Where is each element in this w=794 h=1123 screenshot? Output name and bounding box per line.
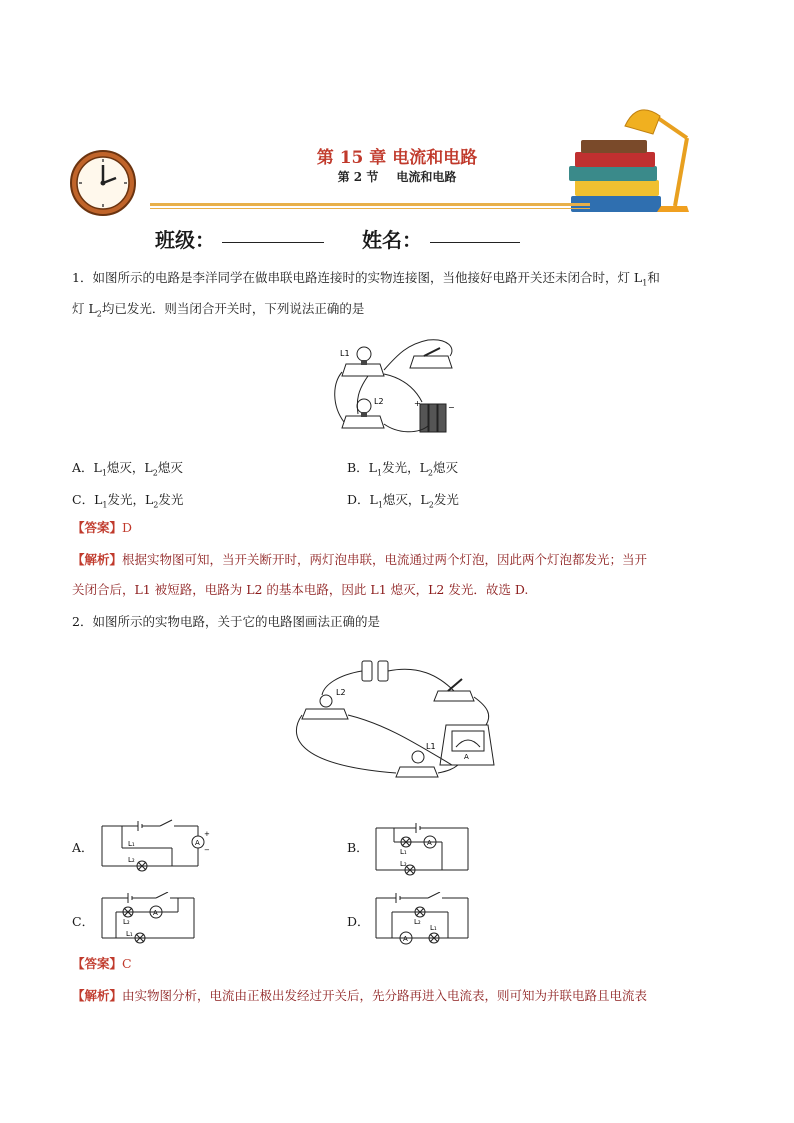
q1-minus-label: −	[448, 403, 455, 412]
q2-option-d-diagram[interactable]	[372, 892, 472, 948]
q2-option-b-letter[interactable]: B．	[347, 840, 369, 855]
svg-text:L₁: L₁	[126, 930, 133, 938]
svg-text:+: +	[204, 830, 210, 838]
svg-text:L₁: L₁	[400, 848, 407, 856]
section-number: 第 2 节	[337, 170, 379, 184]
q1-analysis-line1: 【解析】根据实物图可知，当开关断开时，两灯泡串联，电流通过两个灯泡，因此两个灯泡都发光；当开	[72, 552, 648, 567]
section-name: 电流和电路	[396, 170, 457, 184]
q1-answer: 【答案】D	[72, 520, 133, 535]
q2-ammeter-label: A	[464, 753, 469, 761]
q2-option-b-diagram[interactable]	[372, 822, 472, 878]
class-label: 班级：	[155, 228, 215, 252]
chapter-title: 第 15 章 电流和电路	[316, 148, 478, 168]
svg-text:L₂: L₂	[123, 918, 130, 926]
q1-option-b[interactable]: B．$L_1$发光，$L_2$熄灭	[347, 460, 459, 478]
svg-text:A: A	[153, 909, 158, 917]
q2-option-c-letter[interactable]: C．	[72, 914, 95, 929]
svg-text:L₂: L₂	[414, 918, 421, 926]
q2-option-a-diagram[interactable]	[98, 818, 214, 876]
svg-text:A: A	[195, 839, 200, 847]
q1-plus-label: +	[414, 399, 421, 408]
q1-option-a[interactable]: A．$L_1$熄灭，$L_2$熄灭	[72, 460, 183, 478]
section-title	[0, 168, 794, 185]
svg-text:A: A	[403, 935, 408, 943]
q2-answer: 【答案】C	[72, 956, 132, 971]
q1-analysis-line2: 关闭合后，L1 被短路，电路为 L2 的基本电路，因此 L1 熄灭，L2 发光．故选 D.	[72, 582, 529, 597]
header-divider	[150, 203, 590, 206]
svg-text:L₂: L₂	[128, 856, 135, 864]
q2-option-d-letter[interactable]: D．	[347, 914, 370, 929]
svg-text:L₂: L₂	[400, 860, 407, 868]
q1-label-L1: L1	[340, 349, 350, 358]
name-label: 姓名：	[362, 228, 422, 252]
q1-stem-line2: 灯 $L_2$均已发光．则当闭合开关时，下列说法正确的是	[72, 301, 365, 319]
q2-label-L2: L2	[336, 688, 346, 697]
q2-option-a-letter[interactable]: A．	[72, 840, 94, 855]
q2-analysis-line1: 【解析】由实物图分析，电流由正极出发经过开关后，先分路再进入电流表，则可知为并联电路且电流表	[72, 988, 648, 1003]
class-blank[interactable]	[222, 242, 324, 243]
q1-circuit-figure	[328, 334, 458, 438]
name-blank[interactable]	[430, 242, 520, 243]
svg-text:L₁: L₁	[430, 924, 437, 932]
header-divider-thin	[150, 208, 590, 209]
q1-option-d[interactable]: D．$L_1$熄灭，$L_2$发光	[347, 492, 459, 510]
q2-option-c-diagram[interactable]	[98, 892, 198, 948]
q1-stem-line1: 1．如图所示的电路是李洋同学在做串联电路连接时的实物连接图，当他接好电路开关还未闭合时，灯 $L_1$和	[72, 270, 660, 288]
svg-text:−: −	[204, 846, 210, 854]
q2-circuit-figure	[288, 655, 498, 783]
svg-text:L₁: L₁	[128, 840, 135, 848]
q1-label-L2: L2	[374, 397, 384, 406]
svg-text:A: A	[427, 839, 432, 847]
q2-stem: 2．如图所示的实物电路，关于它的电路图画法正确的是	[72, 614, 380, 629]
q2-label-L1: L1	[426, 742, 436, 751]
q1-option-c[interactable]: C．$L_1$发光，$L_2$发光	[72, 492, 184, 510]
